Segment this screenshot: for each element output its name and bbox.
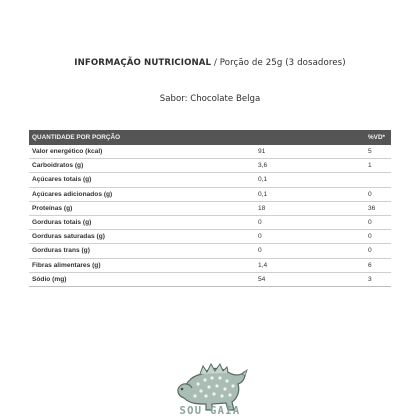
- header-vd: %VD*: [365, 130, 391, 145]
- header-quantity: QUANTIDADE POR PORÇÃO: [29, 130, 255, 145]
- table-row: [29, 272, 391, 286]
- flavor-label: Sabor: Chocolate Belga: [159, 94, 261, 104]
- nutrient-vd: 0: [365, 215, 391, 229]
- nutrition-title: [0, 58, 420, 68]
- brand-name: SOU GAIA: [179, 405, 241, 417]
- nutrient-vd: 5: [365, 145, 391, 159]
- nutrient-name: Sódio (mg): [29, 272, 255, 286]
- nutrient-vd: 36: [365, 201, 391, 215]
- nutrient-amount: 18: [255, 201, 365, 215]
- table-row: [29, 258, 391, 272]
- nutrient-amount: 0,1: [255, 187, 365, 201]
- nutrient-amount: 91: [255, 145, 365, 159]
- nutrient-vd: 0: [365, 244, 391, 258]
- table-row: [29, 244, 391, 258]
- nutrient-name: Açúcares adicionados (g): [29, 187, 255, 201]
- nutrient-amount: 0: [255, 230, 365, 244]
- nutrient-name: Açúcares totais (g): [29, 173, 255, 187]
- nutrient-amount: 0: [255, 244, 365, 258]
- nutrient-vd: 1: [365, 159, 391, 173]
- nutrient-name: Gorduras totais (g): [29, 215, 255, 229]
- nutrient-vd: 0: [365, 230, 391, 244]
- table-header-row: [29, 130, 391, 145]
- nutrition-title-bold: INFORMAÇÃO NUTRICIONAL: [74, 58, 212, 68]
- nutrient-amount: 0,1: [255, 173, 365, 187]
- nutrient-name: Fibras alimentares (g): [29, 258, 255, 272]
- nutrient-amount: 3,6: [255, 159, 365, 173]
- header-amount: [255, 130, 365, 145]
- nutrient-vd: [365, 173, 391, 187]
- nutrient-name: Gorduras saturadas (g): [29, 230, 255, 244]
- table-row: [29, 173, 391, 187]
- table-row: [29, 230, 391, 244]
- serving-size-text: / Porção de 25g (3 dosadores): [211, 58, 346, 68]
- nutrient-amount: 54: [255, 272, 365, 286]
- nutrient-vd: 6: [365, 258, 391, 272]
- nutrient-name: Carboidratos (g): [29, 159, 255, 173]
- nutrient-vd: 0: [365, 187, 391, 201]
- table-row: [29, 215, 391, 229]
- table-row: [29, 159, 391, 173]
- table-row: [29, 187, 391, 201]
- nutrient-vd: 3: [365, 272, 391, 286]
- table-row: [29, 201, 391, 215]
- nutrient-name: Gorduras trans (g): [29, 244, 255, 258]
- nutrient-amount: 1,4: [255, 258, 365, 272]
- nutrient-name: Valor energético (kcal): [29, 145, 255, 159]
- nutrient-name: Proteínas (g): [29, 201, 255, 215]
- table-row: [29, 145, 391, 159]
- nutrient-amount: 0: [255, 215, 365, 229]
- nutrition-table: [29, 130, 391, 287]
